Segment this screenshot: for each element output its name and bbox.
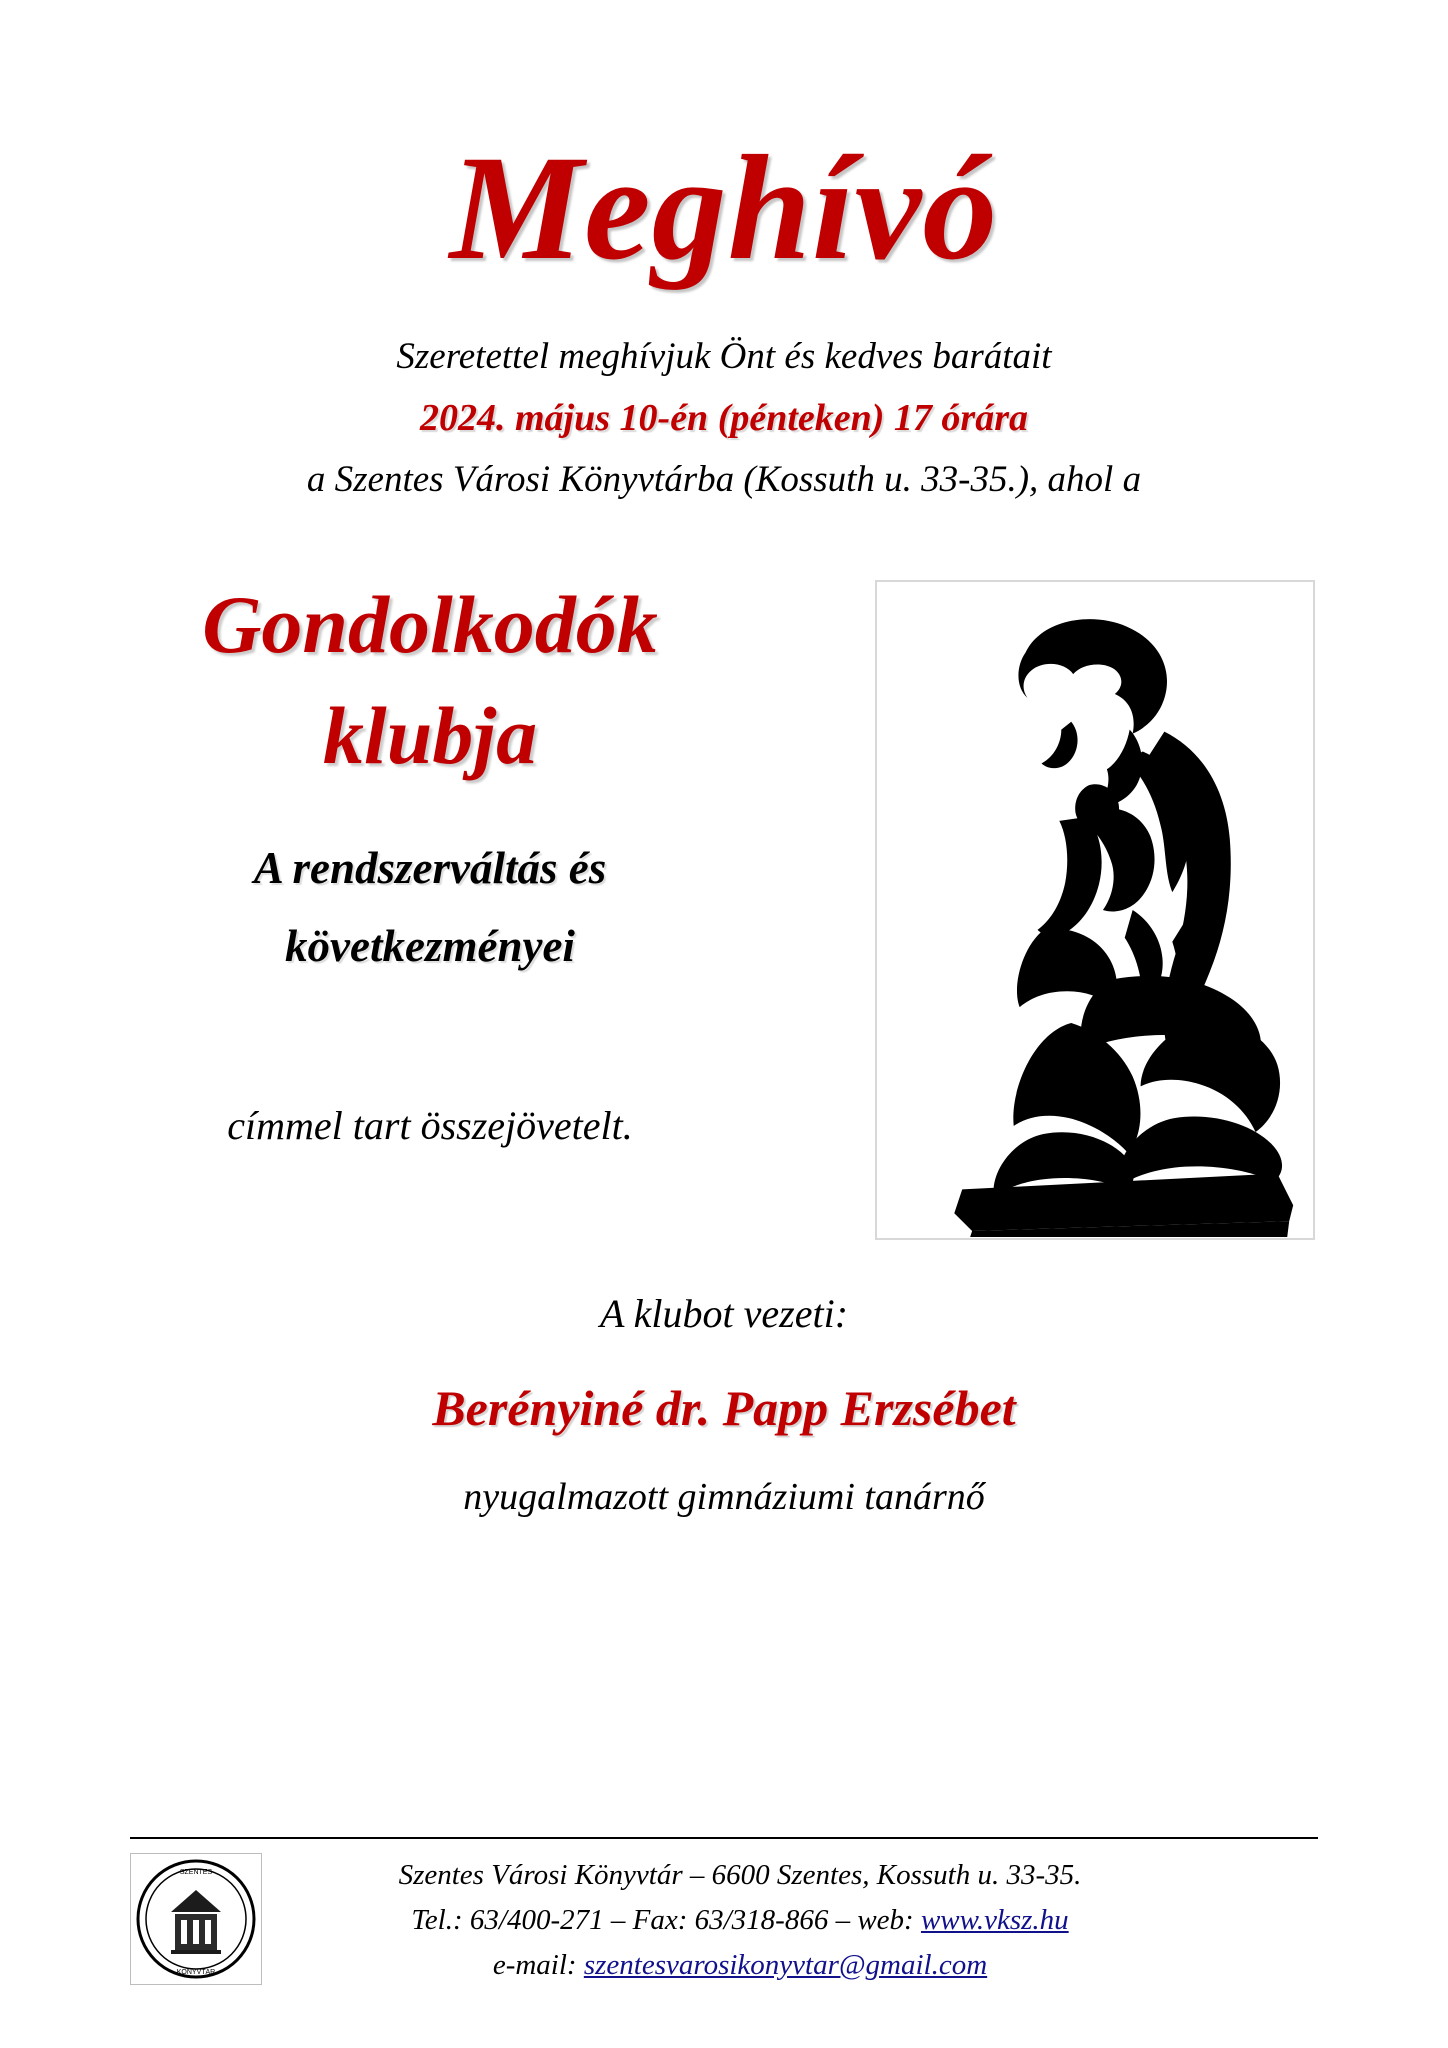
- page-title: Meghívó: [449, 125, 999, 291]
- leader-role: nyugalmazott gimnáziumi tanárnő: [463, 1476, 985, 1519]
- leader-name: Berényiné dr. Papp Erzsébet: [432, 1380, 1016, 1437]
- club-name-line-1: Gondolkodók: [202, 579, 658, 671]
- intro-line-datetime: 2024. május 10-én (pénteken) 17 órára: [420, 396, 1028, 439]
- intro-block: [0, 326, 1448, 511]
- intro-line-venue: a Szentes Városi Könyvtárba (Kossuth u. 33-35.), ahol a: [306, 459, 1142, 501]
- footer-phone-prefix: Tel.: 63/400-271 – Fax: 63/318-866 – web:: [411, 1904, 921, 1937]
- club-closing-line: címmel tart összejövetelt.: [227, 1102, 633, 1148]
- club-topic-line-2: következményei: [285, 920, 575, 971]
- footer-email-link[interactable]: szentesvarosikonyvtar@gmail.com: [583, 1949, 988, 1982]
- footer-web-link[interactable]: www.vksz.hu: [920, 1904, 1069, 1937]
- svg-text:KÖNYVTÁR: KÖNYVTÁR: [176, 1969, 216, 1977]
- the-thinker-statue-illustration: [875, 580, 1315, 1240]
- club-name-line-2: klubja: [322, 689, 538, 781]
- footer-divider: [130, 1837, 1318, 1839]
- leader-block: [0, 1290, 1448, 1519]
- intro-line-welcome: Szeretettel meghívjuk Önt és kedves barátait: [396, 335, 1052, 377]
- footer-email-prefix: e-mail:: [492, 1949, 584, 1982]
- club-info-column: [40, 570, 820, 1148]
- leader-label: A klubot vezeti:: [599, 1291, 849, 1337]
- club-topic-line-1: A rendszerváltás és: [253, 842, 607, 893]
- footer-contact-text: [282, 1853, 1318, 1988]
- footer-email-line: [282, 1943, 1198, 1988]
- middle-section: [0, 570, 1448, 1270]
- svg-text:SZENTES: SZENTES: [179, 1869, 213, 1877]
- footer-phone-line: [282, 1898, 1198, 1943]
- footer-address: Szentes Városi Könyvtár – 6600 Szentes, Kossuth u. 33-35.: [398, 1859, 1082, 1892]
- footer: [0, 1837, 1448, 1988]
- library-building-logo: [130, 1853, 262, 1985]
